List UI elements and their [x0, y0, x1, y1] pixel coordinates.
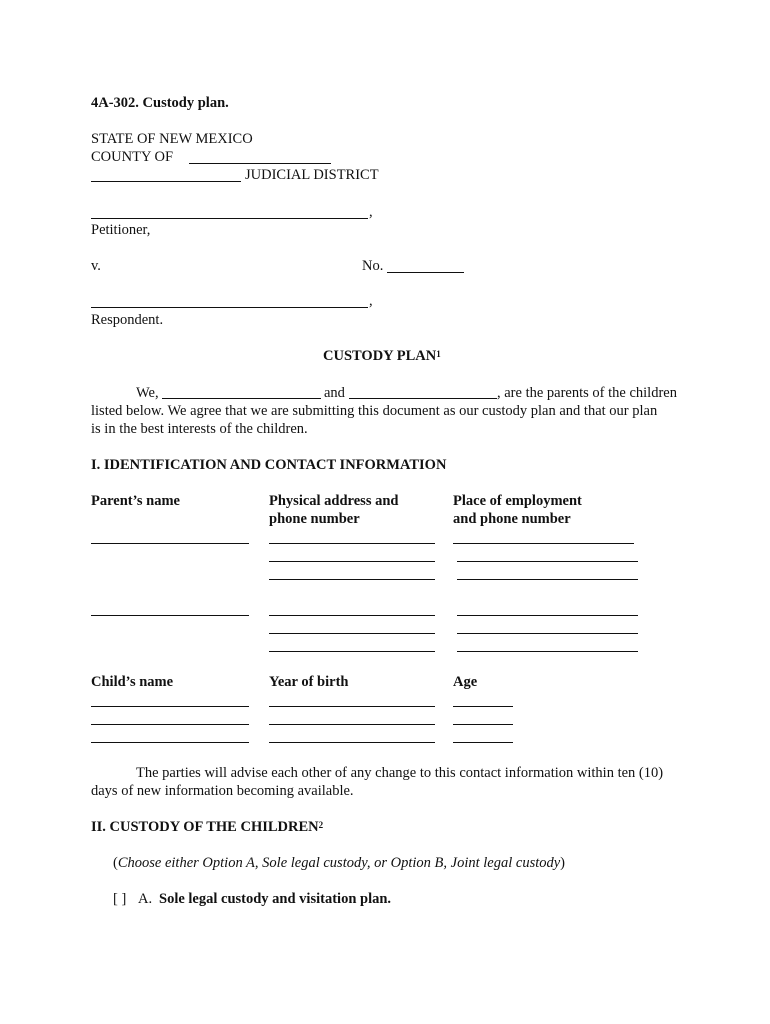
- intro-we: We,: [136, 385, 159, 401]
- petitioner-comma: ,: [369, 204, 373, 220]
- respondent-label: Respondent.: [91, 312, 164, 328]
- child-1-year-blank[interactable]: [269, 706, 435, 707]
- respondent-blank[interactable]: [91, 307, 368, 308]
- parent-1-employment-blank-1[interactable]: [453, 543, 634, 544]
- parent-1-address-blank-2[interactable]: [269, 561, 435, 562]
- option-a-checkbox[interactable]: [ ]: [113, 891, 127, 907]
- custody-instruction: [113, 854, 565, 872]
- document-title: [323, 347, 441, 365]
- parent-1-blank[interactable]: [162, 398, 321, 399]
- child-3-year-blank[interactable]: [269, 742, 435, 743]
- col-address-line-2: phone number: [269, 511, 360, 527]
- parent-2-address-blank-3[interactable]: [269, 651, 435, 652]
- versus-label: v.: [91, 258, 101, 274]
- section-2-heading-text: II. CUSTODY OF THE CHILDREN: [91, 819, 319, 835]
- section-2-heading: [91, 818, 323, 836]
- parent-1-name-blank[interactable]: [91, 543, 249, 544]
- col-address-line-1: Physical address and: [269, 493, 399, 509]
- parent-2-name-blank[interactable]: [91, 615, 249, 616]
- child-3-age-blank[interactable]: [453, 742, 513, 743]
- child-2-name-blank[interactable]: [91, 724, 249, 725]
- contact-notice-line-2: days of new information becoming available.: [91, 783, 354, 799]
- parent-1-address-blank-3[interactable]: [269, 579, 435, 580]
- intro-line-3: is in the best interests of the children.: [91, 421, 308, 437]
- parent-1-address-blank-1[interactable]: [269, 543, 435, 544]
- col-employment-line-2: and phone number: [453, 511, 571, 527]
- case-number-label: No.: [362, 258, 384, 274]
- respondent-comma: ,: [369, 293, 373, 309]
- col-year-of-birth: Year of birth: [269, 674, 349, 690]
- petitioner-label: Petitioner,: [91, 222, 151, 238]
- judicial-district-label: JUDICIAL DISTRICT: [245, 167, 379, 183]
- parent-1-employment-blank-3[interactable]: [457, 579, 638, 580]
- col-age: Age: [453, 674, 478, 690]
- instruction-text: Choose either Option A, Sole legal custody, or Option B, Joint legal custody: [117, 855, 561, 871]
- intro-and: and: [324, 385, 345, 401]
- county-blank[interactable]: [189, 163, 331, 164]
- col-employment-line-1: Place of employment: [453, 493, 582, 509]
- child-2-year-blank[interactable]: [269, 724, 435, 725]
- parent-2-employment-blank-1[interactable]: [457, 615, 638, 616]
- child-1-age-blank[interactable]: [453, 706, 513, 707]
- footnote-marker-1: 1: [436, 349, 441, 359]
- county-label: COUNTY OF: [91, 149, 174, 165]
- parent-2-blank[interactable]: [349, 398, 497, 399]
- document-title-text: CUSTODY PLAN: [323, 348, 437, 364]
- col-child-name: Child’s name: [91, 674, 174, 690]
- instruction-close-paren: ): [560, 855, 566, 871]
- child-2-age-blank[interactable]: [453, 724, 513, 725]
- case-number-blank[interactable]: [387, 272, 464, 273]
- parent-1-employment-blank-2[interactable]: [457, 561, 638, 562]
- footnote-marker-2: 2: [318, 820, 324, 830]
- instruction-open-paren: (: [113, 855, 118, 871]
- petitioner-blank[interactable]: [91, 218, 368, 219]
- district-blank[interactable]: [91, 181, 241, 182]
- child-3-name-blank[interactable]: [91, 742, 249, 743]
- option-a-title: Sole legal custody and visitation plan.: [159, 891, 392, 907]
- intro-line-2: listed below. We agree that we are submitting this document as our custody plan and that our plan: [91, 403, 658, 419]
- section-1-heading: I. IDENTIFICATION AND CONTACT INFORMATION: [91, 457, 447, 473]
- intro-tail: , are the parents of the children: [497, 385, 677, 401]
- parent-2-address-blank-1[interactable]: [269, 615, 435, 616]
- col-parent-name: Parent’s name: [91, 493, 180, 509]
- state-line: STATE OF NEW MEXICO: [91, 131, 253, 147]
- parent-2-employment-blank-2[interactable]: [457, 633, 638, 634]
- parent-2-address-blank-2[interactable]: [269, 633, 435, 634]
- rule-title: 4A-302. Custody plan.: [91, 95, 229, 111]
- contact-notice-line-1: The parties will advise each other of any change to this contact information within ten (10): [136, 765, 664, 781]
- option-a-letter: A.: [138, 891, 153, 907]
- parent-2-employment-blank-3[interactable]: [457, 651, 638, 652]
- child-1-name-blank[interactable]: [91, 706, 249, 707]
